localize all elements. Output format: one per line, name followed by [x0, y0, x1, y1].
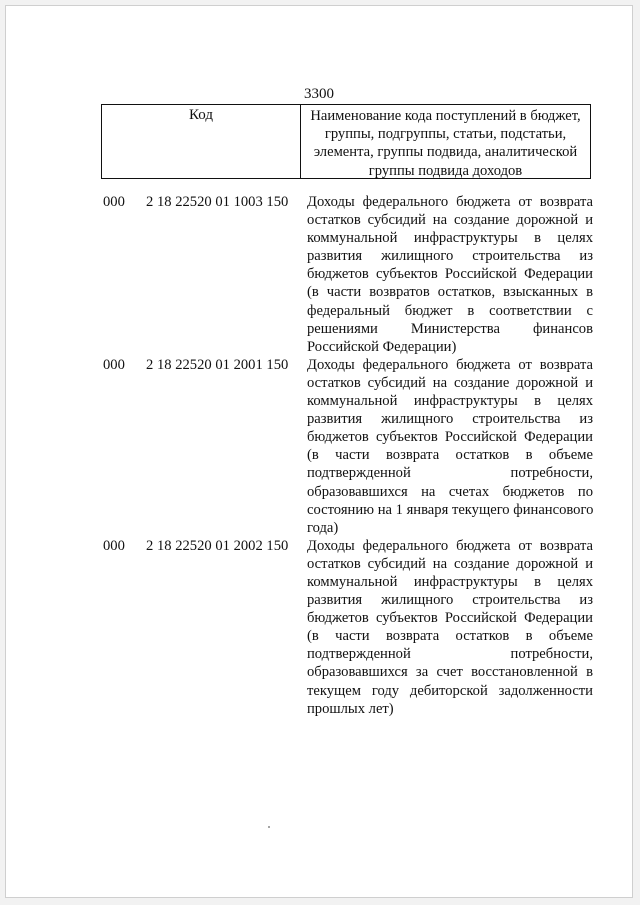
- description-line: остатков субсидий на создание дорожной и: [307, 212, 593, 229]
- header-name-line: Наименование кода поступлений в бюджет,: [310, 108, 581, 124]
- description-line: Доходы федерального бюджета от возврата: [307, 194, 593, 210]
- document-page: [5, 5, 633, 898]
- revenue-code: 2 18 22520 01 1003 150: [146, 194, 289, 210]
- revenue-code: 2 18 22520 01 2001 150: [146, 356, 289, 373]
- description-line: бюджетов субъектов Российской Федерации: [307, 429, 593, 446]
- description-line: состоянию на 1 января текущего финансового: [307, 501, 594, 518]
- description-line: года): [307, 519, 339, 536]
- income-code-row: [6, 193, 632, 356]
- description-line: подтвержденной потребности,: [307, 646, 593, 663]
- header-name-line: элемента, группы подвида, аналитической: [313, 144, 578, 161]
- admin-code: 000: [103, 537, 125, 554]
- description-line: коммунальной инфраструктуры в целях: [307, 573, 593, 590]
- description-line: (в части возвратов остатков, взысканных в: [307, 284, 593, 301]
- scan-speck: [268, 826, 270, 828]
- revenue-description: [307, 356, 593, 537]
- description-line: Доходы федерального бюджета от возврата: [307, 356, 593, 373]
- admin-code: 000: [103, 356, 125, 373]
- description-line: остатков субсидий на создание дорожной и: [307, 374, 593, 391]
- description-line: развития жилищного строительства из: [307, 411, 593, 428]
- description-line: (в части возврата остатков в объеме: [307, 628, 593, 645]
- description-line: остатков субсидий на создание дорожной и: [307, 555, 593, 572]
- description-line: образовавшихся за счет восстановленной в: [307, 664, 593, 681]
- header-name-label: [301, 105, 590, 178]
- income-code-list: [6, 193, 632, 718]
- income-code-row: [6, 537, 632, 718]
- description-line: прошлых лет): [307, 700, 394, 717]
- description-line: решениями Министерства финансов: [307, 320, 593, 337]
- description-line: бюджетов субъектов Российской Федерации: [307, 266, 593, 283]
- description-line: Российской Федерации): [307, 338, 457, 355]
- description-line: Доходы федерального бюджета от возврата: [307, 537, 593, 554]
- description-line: развития жилищного строительства из: [307, 248, 593, 265]
- header-code-label: Код: [102, 105, 301, 178]
- description-line: (в части возврата остатков в объеме: [307, 447, 593, 464]
- revenue-description: [307, 537, 593, 718]
- description-line: текущем году дебиторской задолженности: [307, 682, 593, 699]
- description-line: бюджетов субъектов Российской Федерации: [307, 610, 593, 627]
- description-line: коммунальной инфраструктуры в целях: [307, 230, 593, 247]
- header-name-line: группы подвида доходов: [368, 162, 523, 179]
- revenue-code: 2 18 22520 01 2002 150: [146, 537, 289, 554]
- description-line: коммунальной инфраструктуры в целях: [307, 393, 593, 410]
- description-line: образовавшихся на счетах бюджетов по: [307, 483, 593, 500]
- income-code-row: [6, 356, 632, 537]
- header-table: [101, 104, 591, 179]
- description-line: развития жилищного строительства из: [307, 592, 593, 609]
- description-line: подтвержденной потребности,: [307, 465, 593, 482]
- page-number: 3300: [304, 86, 334, 102]
- header-name-line: группы, подгруппы, статьи, подстатьи,: [324, 126, 567, 143]
- admin-code: 000: [103, 194, 125, 210]
- revenue-description: [307, 193, 593, 356]
- description-line: федеральный бюджет в соответствии с: [307, 302, 593, 319]
